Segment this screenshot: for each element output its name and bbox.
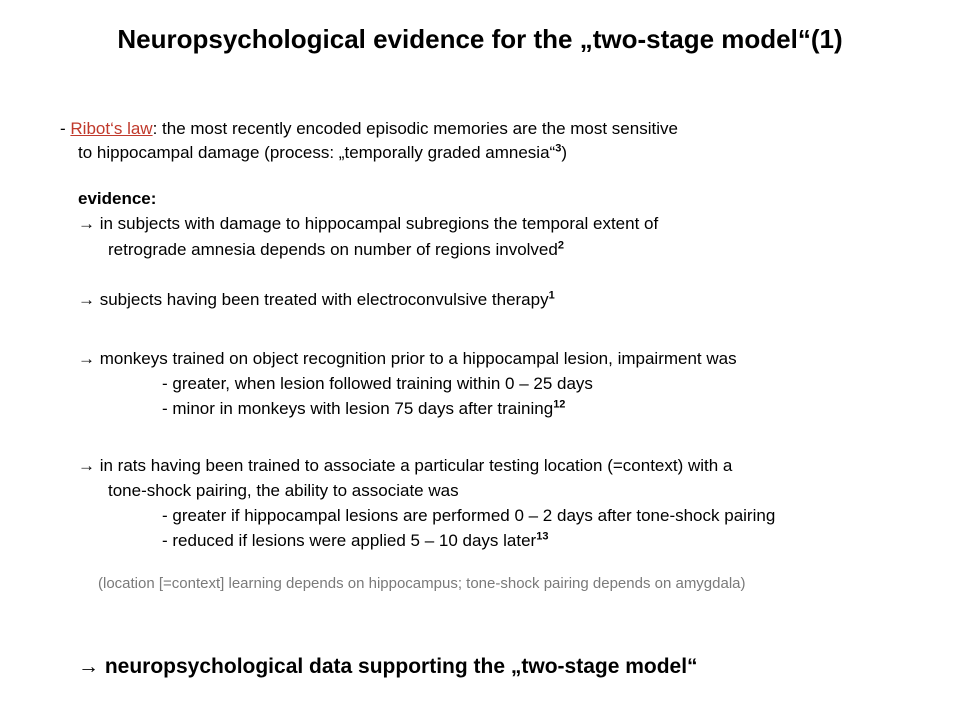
closing-paren: ) [561, 143, 567, 162]
ribot-law-continuation: to hippocampal damage (process: „temporally graded amnesia“ [78, 143, 556, 162]
evidence-heading: evidence: [78, 189, 157, 208]
evidence-item-1-line-1: → in subjects with damage to hippocampal subregions the temporal extent of [78, 214, 659, 233]
evidence-item-2-text: → subjects having been treated with electroconvulsive therapy [78, 290, 549, 309]
evidence-item-3-sub-2-text: - minor in monkeys with lesion 75 days after training [162, 399, 554, 418]
reference-12: 12 [553, 398, 566, 411]
evidence-item-1-line-2 [108, 240, 564, 260]
conclusion: → neuropsychological data supporting the „two-stage model“ [78, 655, 698, 678]
evidence-item-3-sub-1: - greater, when lesion followed training within 0 – 25 days [162, 374, 593, 393]
evidence-item-4-sub-1: - greater if hippocampal lesions are performed 0 – 2 days after tone-shock pairing [162, 506, 776, 525]
evidence-item-4-line-2: tone-shock pairing, the ability to associate was [108, 481, 459, 500]
evidence-item-4-sub-2-text: - reduced if lesions were applied 5 – 10 days later [162, 531, 537, 550]
evidence-item-2 [78, 290, 555, 310]
ribot-law-definition: : the most recently encoded episodic memories are the most sensitive [152, 119, 678, 138]
ribot-law-line-1 [60, 119, 678, 139]
evidence-item-4-sub-2 [162, 531, 548, 551]
context-note: (location [=context] learning depends on hippocampus; tone-shock pairing depends on amygdala) [98, 575, 746, 592]
evidence-item-1-text: retrograde amnesia depends on number of regions involved [108, 240, 558, 259]
slide-title: Neuropsychological evidence for the „two-stage model“(1) [117, 24, 843, 54]
reference-1: 1 [548, 289, 555, 302]
reference-3: 3 [555, 142, 562, 155]
reference-2: 2 [557, 239, 564, 252]
reference-13: 13 [536, 530, 549, 543]
ribot-law-line-2 [78, 143, 567, 163]
ribot-law-term: Ribot‘s law [70, 119, 153, 138]
evidence-item-3-line-1: → monkeys trained on object recognition prior to a hippocampal lesion, impairment was [78, 349, 737, 368]
evidence-item-3-sub-2 [162, 399, 565, 419]
ribot-dash: - [60, 119, 71, 138]
evidence-item-4-line-1: → in rats having been trained to associate a particular testing location (=context) with a [78, 456, 733, 475]
